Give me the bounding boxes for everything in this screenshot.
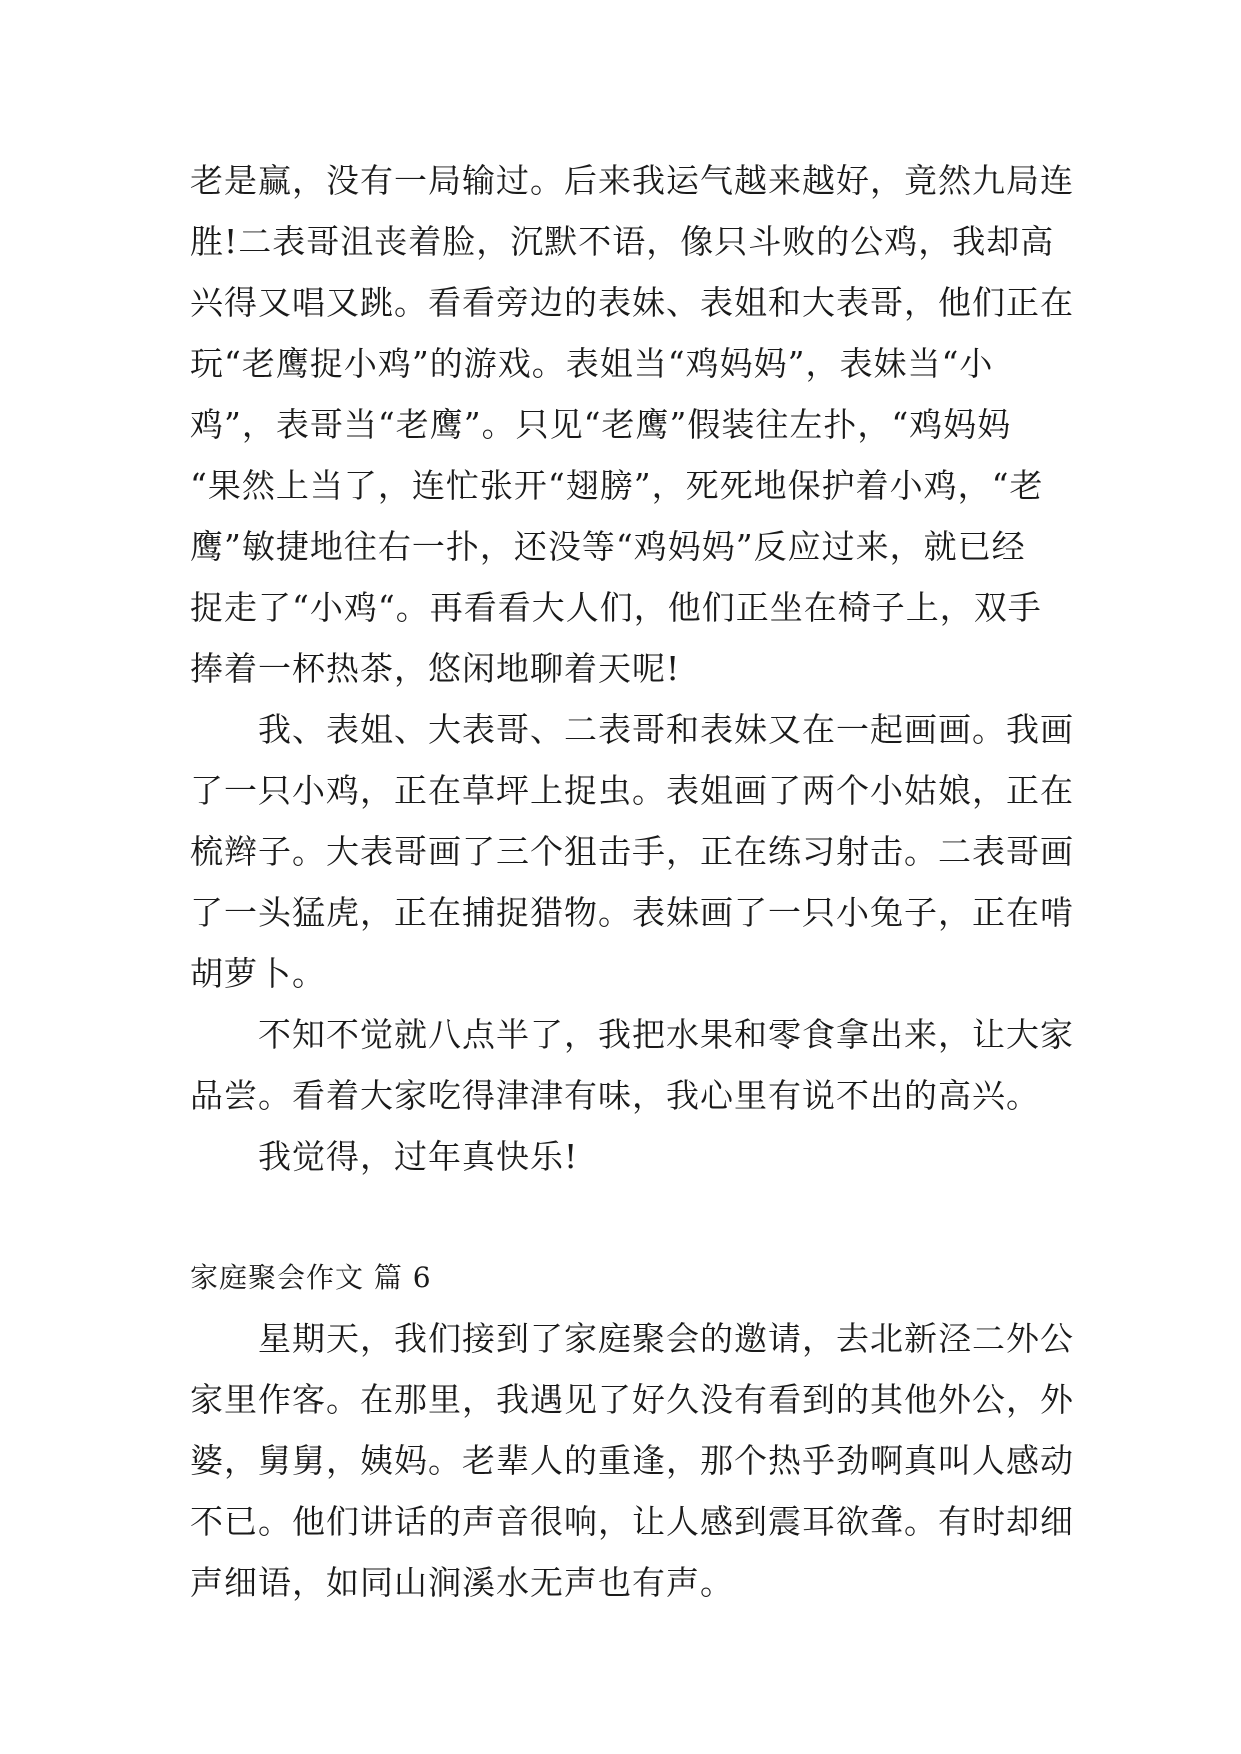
text-line: 鹰”敏捷地往右一扑，还没等“鸡妈妈”反应过来，就已经	[190, 527, 1026, 566]
text-line: 不已。他们讲话的声音很响，让人感到震耳欲聋。有时却细	[190, 1502, 1074, 1541]
text-line: 声细语，如同山涧溪水无声也有声。	[190, 1563, 734, 1602]
text-line: 玩“老鹰捉小鸡”的游戏。表姐当“鸡妈妈”，表妹当“小	[190, 344, 994, 383]
text-line: 胡萝卜。	[190, 954, 326, 993]
text-line: 我、表姐、大表哥、二表哥和表妹又在一起画画。我画	[258, 710, 1074, 749]
text-line: 鸡”，表哥当“老鹰”。只见“老鹰”假装往左扑，“鸡妈妈	[190, 405, 1012, 444]
text-line: 了一头猛虎，正在捕捉猎物。表妹画了一只小兔子，正在啃	[190, 893, 1074, 932]
text-line: 家里作客。在那里，我遇见了好久没有看到的其他外公，外	[190, 1380, 1074, 1419]
text-line: 捉走了“小鸡“。再看看大人们，他们正坐在椅子上，双手	[190, 588, 1042, 627]
text-line: “果然上当了，连忙张开“翅膀”，死死地保护着小鸡，“老	[190, 466, 1044, 505]
section-heading: 家庭聚会作文 篇 6	[190, 1261, 432, 1294]
paragraph	[190, 1126, 1050, 1187]
section-gap	[190, 1187, 1050, 1247]
paragraph	[190, 1004, 1074, 1126]
paragraph	[190, 699, 1074, 1004]
text-line: 不知不觉就八点半了，我把水果和零食拿出来，让大家	[258, 1015, 1074, 1054]
text-line: 婆，舅舅，姨妈。老辈人的重逢，那个热乎劲啊真叫人感动	[190, 1441, 1074, 1480]
paragraph	[190, 1308, 1074, 1613]
text-line: 了一只小鸡，正在草坪上捉虫。表姐画了两个小姑娘，正在	[190, 771, 1074, 810]
paragraph	[190, 150, 1074, 699]
text-line: 胜!二表哥沮丧着脸，沉默不语，像只斗败的公鸡，我却高	[190, 222, 1055, 261]
text-line: 我觉得，过年真快乐!	[258, 1137, 579, 1176]
text-line: 老是赢，没有一局输过。后来我运气越来越好，竟然九局连	[190, 161, 1074, 200]
document-page	[190, 150, 1074, 1613]
text-line: 兴得又唱又跳。看看旁边的表妹、表姐和大表哥，他们正在	[190, 283, 1074, 322]
text-line: 星期天，我们接到了家庭聚会的邀请，去北新泾二外公	[258, 1319, 1074, 1358]
text-line: 品尝。看着大家吃得津津有味，我心里有说不出的高兴。	[190, 1076, 1040, 1115]
text-line: 梳辫子。大表哥画了三个狙击手，正在练习射击。二表哥画	[190, 832, 1074, 871]
text-line: 捧着一杯热茶，悠闲地聊着天呢!	[190, 649, 681, 688]
